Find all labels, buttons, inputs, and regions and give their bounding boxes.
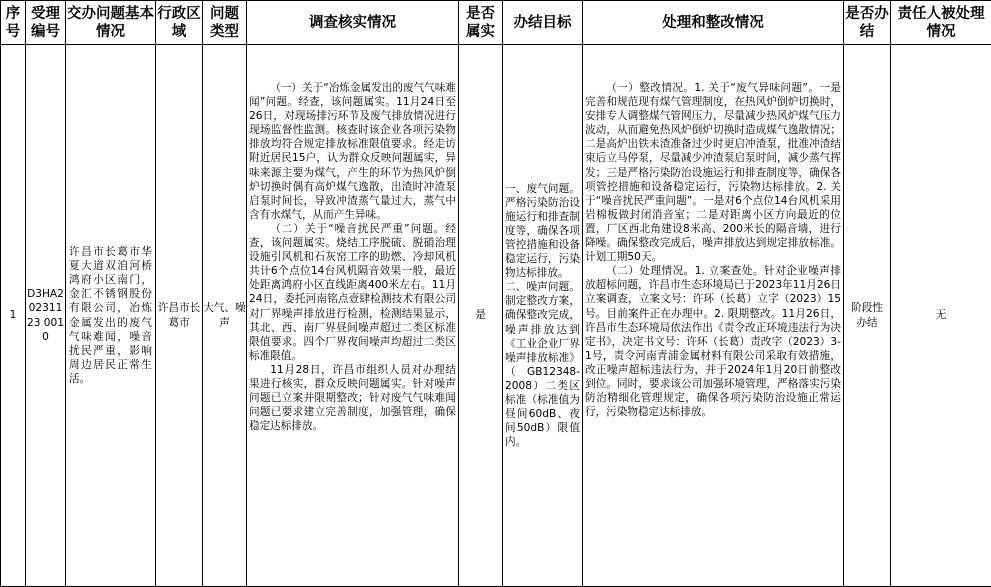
cell-closed: 阶段性办结: [844, 45, 891, 587]
header-closed: 是否办结: [844, 1, 891, 45]
investigation-para-3: 11月28日，许昌市组织人员对办理结果进行核实，群众反映问题属实。针对噪声问题已立案并限期整改；针对废气气味难闻问题已要求建立完善制度，加强管理，确保稳定达标排放。: [249, 363, 456, 433]
handling-para-1: （一）整改情况。1. 关于“废气异味问题”。一是完善和规范现有煤气管理制度，在热风炉倒炉切换时，安排专人调整煤气管网压力，尽量减少热风炉煤气压力波动，从而避免热风炉倒炉切换时造成煤气逸散情况；二是高炉出铁未渣准备过少时更启冲渣泵，批准冲渣结束后立马停泵，尽量减少冲渣泵启泵时间，减少蒸气挥发；三是严格污染防治设施运行和排查制度等，确保各项管控措施和设备稳定运行，污染物达标排放。2. 关于“噪音扰民严重问题”。一是对6个点位14台风机采用岩棉板做封闭消音室；二是对距离小区方向最近的位置，厂区西北角建设8米高、200米长的隔音墙，进行降噪。确保整改完成后，噪声排放达到规定排放标准。计划工期50天。: [585, 82, 841, 264]
cell-seq: 1: [1, 45, 26, 587]
investigation-para-1: （一）关于“冶炼金属发出的废气气味难闻”问题。经查，该问题属实。11月24日至26日，对现场排污环节及废气排放情况进行现场监督性监测。核查时该企业各项污染物排放均符合规定排放标准限值要求。经走访附近居民15户，认为群众反映问题属实，异味来源主要为煤气，产生的环节为热风炉倒炉切换时偶有高炉煤气逸散，出渣时冲渣泵启泵时间长，导致冲渣蒸气量过大，蒸气中含有水煤气，从而产生异味。: [249, 82, 456, 221]
header-handling: 处理和整改情况: [583, 1, 844, 45]
target-para-1: 一、废气问题。严格污染防治设施运行和排查制度等，确保各项管控措施和设备稳定运行，污染物达标排放。: [505, 182, 580, 280]
cell-accountability: 无: [891, 45, 991, 587]
cell-type: 大气、噪声: [203, 45, 247, 587]
header-receipt-no: 受理编号: [26, 1, 66, 45]
cell-region: 许昌市长葛市: [156, 45, 203, 587]
cell-investigation: [247, 45, 459, 587]
header-verified: 是否属实: [459, 1, 503, 45]
header-investigation: 调查核实情况: [247, 1, 459, 45]
table-row: [1, 45, 991, 587]
cell-issue: [66, 45, 156, 587]
header-accountability: 责任人被处理情况: [891, 1, 991, 45]
header-region: 行政区域: [156, 1, 203, 45]
cell-receipt-no: D3HA20231123 0010: [26, 45, 66, 587]
header-target: 办结目标: [503, 1, 583, 45]
cell-verified: 是: [459, 45, 503, 587]
issue-text: 许昌市长葛市华夏大道双洎河桥鸿府小区南门，金汇不锈钢股份有限公司，冶炼金属发出的废气气味难闻，噪音扰民严重，影响周边居民正常生活。: [69, 246, 152, 385]
header-seq: 序号: [1, 1, 26, 45]
header-issue: 交办问题基本情况: [66, 1, 156, 45]
header-type: 问题类型: [203, 1, 247, 45]
investigation-para-2: （二）关于“噪音扰民严重”问题。经查，该问题属实。烧结工序脱硫、脱硝治理设施引风机和石灰窑工序的助燃、冷却风机共计6个点位14台风机隔音效果一般，最近处距离鸿府小区直线距离400米左右。11月24日，委托河南铭点壹肆检测技术有限公司对厂界噪声排放进行检测，检测结果显示，其北、西、南厂界昼间噪声超过二类区标准限值要求。四个厂界夜间噪声均超过二类区标准限值。: [249, 222, 456, 362]
header-row: [1, 1, 991, 45]
cell-target: [503, 45, 583, 587]
cell-handling: [583, 45, 844, 587]
target-para-2: 二、噪声问题。制定整改方案，确保整改完成，噪声排放达到《工业企业厂界噪声排放标准》（GB12348-2008）二类区标准（标准值为昼间60dB、夜间50dB）限值内。: [505, 281, 580, 449]
handling-para-2: （二）处理情况。1. 立案查处。针对企业噪声排放超标问题，许昌市生态环境局已于2023年11月26日立案调查，立案文号：许环（长葛）立字（2023）15号。目前案件正在办理中。2. 限期整改。11月26日，许昌市生态环境局依法作出《责令改正环境违法行为决定书》，决定书文号：许环（长葛）责改字（2023）3-1号，责令河南青浦金属材料有限公司采取有效措施，改正噪声超标违法行为，并于2024年1月20日前整改到位。同时，要求该公司加强环境管理，严格落实污染防治精细化管理规定，确保各项污染防治设施正常运行，污染物稳定达标排放。: [585, 265, 841, 419]
